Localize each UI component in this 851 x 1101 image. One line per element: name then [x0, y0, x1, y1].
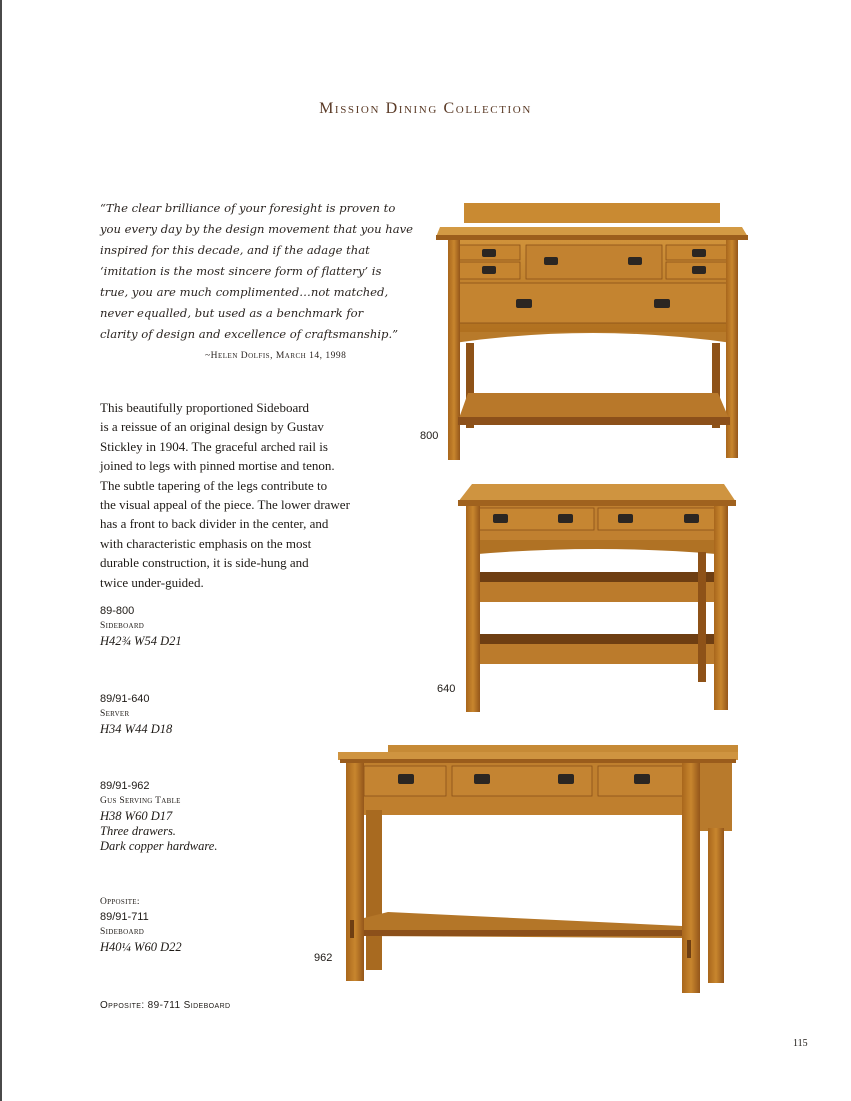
quote-line: ‘imitation is the most sincere form of flattery’ is	[100, 264, 382, 278]
description-line: twice under-guided.	[100, 574, 204, 590]
quote-line: true, you are much complimented…not matched,	[100, 285, 389, 299]
middle-shelf	[478, 582, 718, 602]
description-line: has a front to back divider in the center, and	[100, 516, 329, 532]
spec-sideboard-800	[100, 604, 182, 649]
product-label-640: 640	[437, 683, 456, 695]
leg	[466, 506, 480, 712]
description-line: with characteristic emphasis on the most	[100, 535, 312, 551]
serving-table-image	[338, 740, 742, 995]
quote-line: inspired for this decade, and if the adage that	[100, 243, 370, 257]
leg	[346, 763, 364, 981]
spec-number: 89/91-711	[100, 911, 149, 923]
server-image	[458, 482, 738, 714]
leg	[448, 240, 460, 460]
spec-serving-table-962	[100, 779, 217, 854]
description-line: durable construction, it is side-hung and	[100, 555, 309, 571]
page-edge-rule	[0, 0, 2, 1101]
spec-name: Server	[100, 709, 130, 719]
quote-line: never equalled, but used as a benchmark for	[100, 306, 364, 320]
leg	[726, 240, 738, 458]
sideboard-image	[436, 203, 750, 461]
leg	[682, 763, 700, 993]
testimonial-quote	[100, 198, 414, 345]
footer-note: Opposite: 89-711 Sideboard	[100, 1000, 231, 1011]
spec-prefix: Opposite:	[100, 897, 140, 907]
arched-rail	[478, 540, 716, 554]
quote-line: “The clear brilliance of your foresight is proven to	[100, 201, 396, 215]
page-number: 115	[793, 1038, 808, 1049]
product-label-962: 962	[314, 952, 333, 964]
description-line: is a reissue of an original design by Gustav	[100, 419, 324, 435]
description-line: the visual appeal of the piece. The lower drawer	[100, 497, 350, 513]
spec-server-640	[100, 692, 172, 737]
description-line: This beautifully proportioned Sideboard	[100, 400, 310, 415]
rear-leg	[708, 828, 724, 983]
quote-line: clarity of design and excellence of craftsmanship.”	[100, 327, 399, 341]
description-line: joined to legs with pinned mortise and tenon.	[100, 458, 335, 474]
rear-leg	[698, 552, 706, 682]
spec-number: 89/91-962	[100, 780, 150, 792]
spec-dimensions: H40¼ W60 D22	[100, 940, 182, 954]
spec-dimensions: H38 W60 D17	[100, 809, 173, 823]
product-description	[100, 398, 375, 592]
lower-shelf	[458, 393, 730, 421]
spec-note: Dark copper hardware.	[100, 839, 218, 853]
table-top	[338, 752, 738, 760]
spec-number: 89/91-640	[100, 693, 150, 705]
server-top	[458, 484, 736, 502]
page-title: Mission Dining Collection	[319, 100, 532, 117]
arched-rail	[454, 332, 732, 343]
product-label-800: 800	[420, 430, 439, 442]
quote-line: you every day by the design movement that you have	[100, 222, 414, 236]
spec-number: 89-800	[100, 605, 135, 617]
drawer	[458, 283, 728, 323]
description-line: The subtle tapering of the legs contribute to	[100, 477, 328, 493]
spec-name: Sideboard	[100, 927, 145, 937]
description-line: Stickley in 1904. The graceful arched rail is	[100, 438, 328, 454]
spec-dimensions: H34 W44 D18	[100, 722, 173, 736]
spec-name: Sideboard	[100, 621, 145, 631]
rear-leg	[366, 810, 382, 970]
quote-attribution: ~Helen Dolfis, March 14, 1998	[205, 351, 347, 361]
spec-dimensions: H42¾ W54 D21	[100, 634, 182, 648]
spec-note: Three drawers.	[100, 824, 176, 838]
bottom-shelf	[478, 644, 718, 664]
leg	[714, 506, 728, 710]
backsplash	[464, 203, 720, 223]
spec-name: Gus Serving Table	[100, 796, 181, 806]
spec-opposite-711	[100, 895, 182, 955]
